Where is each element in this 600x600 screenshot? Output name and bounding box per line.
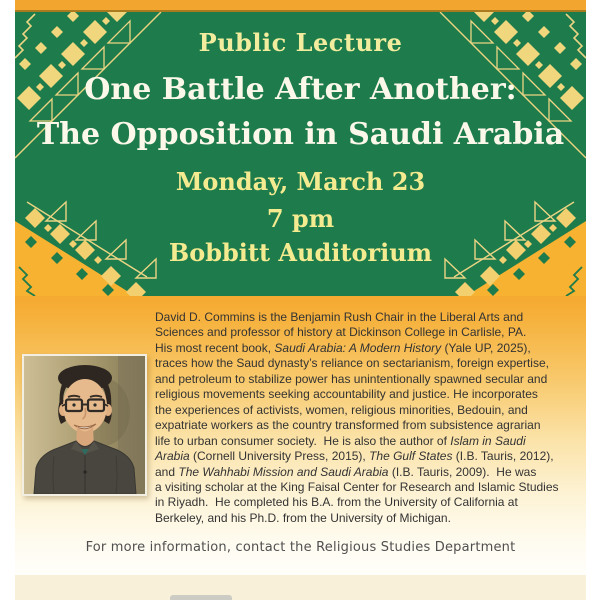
- bio-line: a visiting scholar at the King Faisal Center for Research and Islamic Studies: [155, 479, 559, 494]
- banner: [15, 12, 586, 296]
- bio-line: expatriate workers as the country transformed from subsistence agrarian: [155, 418, 541, 433]
- bio-line: His most recent book, Saudi Arabia: A Modern History (Yale UP, 2025),: [155, 340, 531, 355]
- event-date: Monday, March 23: [175, 167, 426, 196]
- bio-line: religious movements seeking accountability and justice. He incorporates: [155, 387, 538, 402]
- bio-line: the experiences of activists, women, religious minorities, Bedouin, and: [155, 402, 528, 417]
- bio-line: traces how the Saud dynasty’s reliance on sectarianism, foreign expertise,: [155, 356, 549, 371]
- event-title-line1: One Battle After Another:: [84, 72, 517, 107]
- bio-line: Berkeley, and his Ph.D. from the University of Michigan.: [155, 510, 451, 525]
- bio-line: and The Wahhabi Mission and Saudi Arabia (I.B. Tauris, 2009). He was: [155, 464, 537, 479]
- event-venue: Bobbitt Auditorium: [168, 238, 433, 267]
- bio-line: Sciences and professor of history at Dickinson College in Carlisle, PA.: [155, 325, 527, 340]
- bio-line: in Riyadh. He completed his B.A. from the University of California at: [155, 495, 518, 510]
- event-kicker: Public Lecture: [198, 28, 403, 57]
- bio-line: Arabia (Cornell University Press, 2015), The Gulf States (I.B. Tauris, 2012),: [155, 449, 554, 464]
- speaker-bio: [155, 310, 559, 526]
- event-title-line2: The Opposition in Saudi Arabia: [36, 117, 565, 152]
- bio-line: and petroleum to stabilize power has unintentionally spawned secular and: [155, 371, 548, 386]
- cropped-logo-fragment: [170, 595, 232, 600]
- event-time: 7 pm: [266, 204, 335, 233]
- footer-note: For more information, contact the Religious Studies Department: [85, 540, 516, 555]
- top-accent-bar: [15, 0, 586, 12]
- bottom-accent-band: [15, 575, 586, 600]
- bio-line: David D. Commins is the Benjamin Rush Chair in the Liberal Arts and: [155, 310, 524, 324]
- speaker-portrait: [22, 354, 147, 496]
- bio-line: life to urban consumer society. He is also the author of Islam in Saudi: [155, 433, 526, 448]
